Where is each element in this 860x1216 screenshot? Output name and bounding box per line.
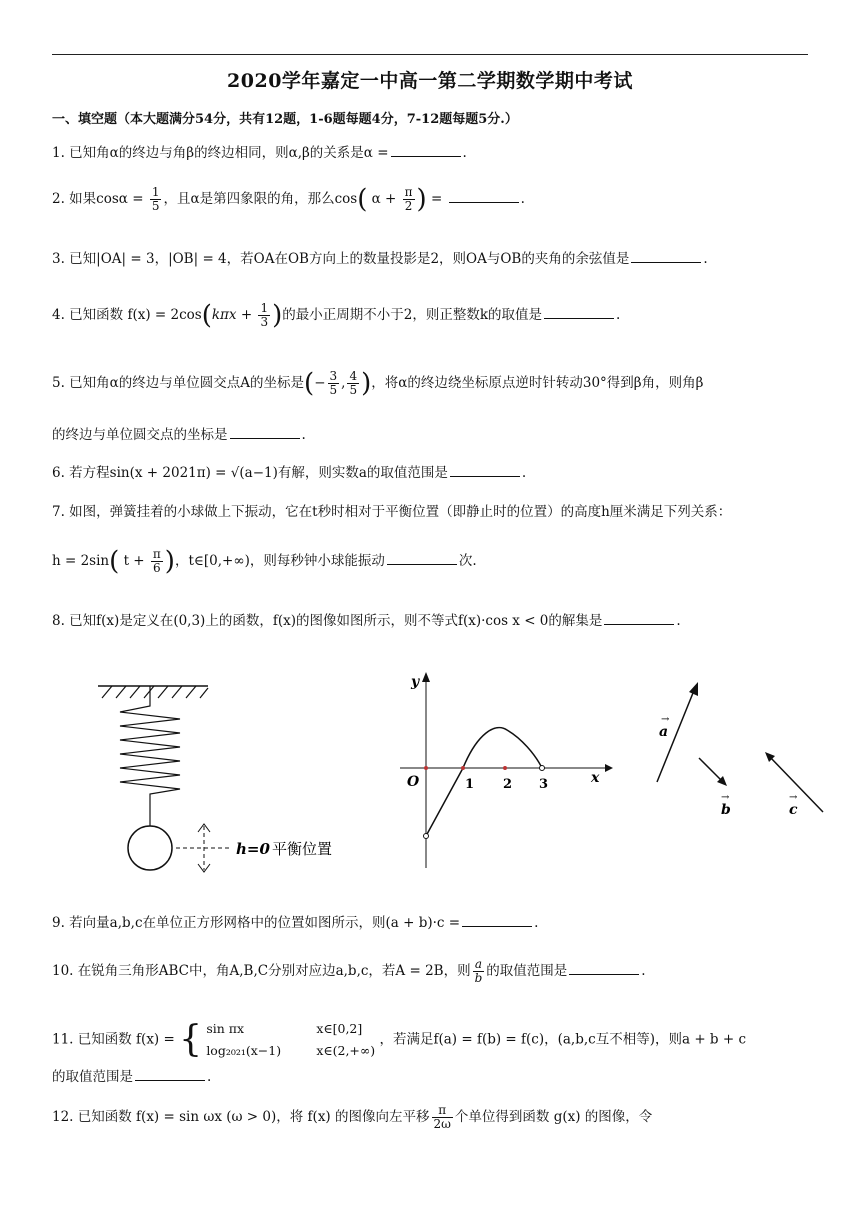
question-3: 3. 已知|OA| = 3，|OB| = 4，若OA在OB方向上的数量投影是2，则OA与OB的夹角的余弦值是 . [52,248,808,269]
origin-label: O [407,774,420,790]
piecewise-definition: sin πx x∈[0,2] log₂₀₂₁(x−1) x∈(2,+∞) [206,1021,376,1058]
question-7-line-1: 7. 如图，弹簧挂着的小球做上下振动，它在t秒时相对于平衡位置（即静止时的位置）的高度h厘米满足下列关系： [52,504,732,520]
equilibrium-text-label: 平衡位置 [272,840,333,858]
question-5-line-1: 5. 已知角α的终边与单位圆交点A的坐标是(− $\frac{3}{5}$ , $\frac{4}{5}$ )，将α的终边绕坐标原点逆时针转动30°得到β角，则角β [52,368,704,399]
answer-blank[interactable] [604,610,674,625]
question-5-line-2: 的终边与单位圆交点的坐标是 . [52,424,808,445]
answer-blank[interactable] [387,550,457,565]
vector-c-arrow-icon: → [789,792,798,803]
vector-figure [645,676,835,826]
question-10: 10. 在锐角三角形ABC中，角A,B,C分别对应边a,b,c，若A = 2B，则 $\frac{a}{b}$ 的取值范围是 . [52,957,646,985]
answer-blank[interactable] [569,960,639,975]
answer-blank[interactable] [544,304,614,319]
answer-blank[interactable] [449,188,519,203]
question-8: 8. 已知f(x)是定义在(0,3)上的函数，f(x)的图像如图所示，则不等式f(x)·cos x < 0的解集是 . [52,610,808,631]
vector-b-arrow-icon: → [721,792,730,803]
section-heading: 一、填空题（本大题满分54分，共有12题，1-6题每题4分，7-12题每题5分.） [52,112,518,127]
tick-label-2: 2 [503,777,513,792]
question-2: 2. 如果cosα = $\frac{1}{5}$ ，且α是第四象限的角，那么cos( α + $\frac{\pi}{2}$ ) = . [52,184,525,215]
answer-blank[interactable] [135,1066,205,1081]
function-graph [395,668,615,873]
top-rule [52,54,808,55]
function-curve [426,728,542,836]
vector-a-label: a [659,724,669,740]
point-1 [461,766,465,770]
page-title: 2020学年嘉定一中高一第二学期数学期中考试 [227,70,633,92]
question-6: 6. 若方程sin(x + 2021π) = √(a−1)有解，则实数a的取值范围是 . [52,462,808,483]
question-12: 12. 已知函数 f(x) = sin ωx (ω > 0)，将 f(x) 的图像向左平移 $\frac{\pi}{2\omega}$ 个单位得到函数 g(x) 的图像，令 [52,1103,653,1131]
spring-figure [90,676,360,876]
fraction-1-5: $\frac{1}{5}$ [151,185,160,213]
equilibrium-h-label: h=0 [236,840,270,858]
question-7-line-2: h = 2sin( t + $\frac{\pi}{6}$ )，t∈[0,+∞)，则每秒钟小球能振动 次. [52,546,477,577]
x-axis-label: x [591,770,600,786]
fraction-pi-2omega: $\frac{\pi}{2\omega}$ [433,1103,451,1131]
fraction-3-5: $\frac{3}{5}$ [329,369,338,397]
point-2 [503,766,507,770]
question-11-line-1: 11. 已知函数 f(x) = { sin πx x∈[0,2] log₂₀₂₁(x−1) x∈(2,+∞) ，若满足f(a) = f(b) = f(c)，(a,b,c互不相等)，则a + b + c [52,1019,747,1060]
y-axis-label: y [411,674,420,690]
fraction-pi-6: $\frac{\pi}{6}$ [152,547,161,575]
point-origin [424,766,428,770]
fraction-a-b: $\frac{a}{b}$ [474,957,483,985]
answer-blank[interactable] [391,142,461,157]
question-9: 9. 若向量a,b,c在单位正方形网格中的位置如图所示，则(a + b)·c = . [52,912,808,933]
fraction-4-5: $\frac{4}{5}$ [349,369,358,397]
question-11-line-2: 的取值范围是 . [52,1066,808,1087]
answer-blank[interactable] [230,424,300,439]
answer-blank[interactable] [462,912,532,927]
question-1: 1. 已知角α的终边与角β的终边相同，则α,β的关系是α = . [52,142,808,163]
tick-label-1: 1 [465,777,475,792]
open-endpoint-right [540,766,545,771]
tick-label-3: 3 [539,777,549,792]
open-endpoint-left [424,834,429,839]
vector-b-label: b [721,802,731,818]
vector-a-arrow-icon: → [661,714,670,725]
vector-c-label: c [789,802,798,818]
question-4: 4. 已知函数 f(x) = 2cos(kπx + $\frac{1}{3}$ )的最小正周期不小于2，则正整数k的取值是 . [52,300,621,331]
answer-blank[interactable] [450,462,520,477]
fraction-pi-2: $\frac{\pi}{2}$ [404,185,413,213]
answer-blank[interactable] [631,248,701,263]
fraction-1-3: $\frac{1}{3}$ [260,301,269,329]
